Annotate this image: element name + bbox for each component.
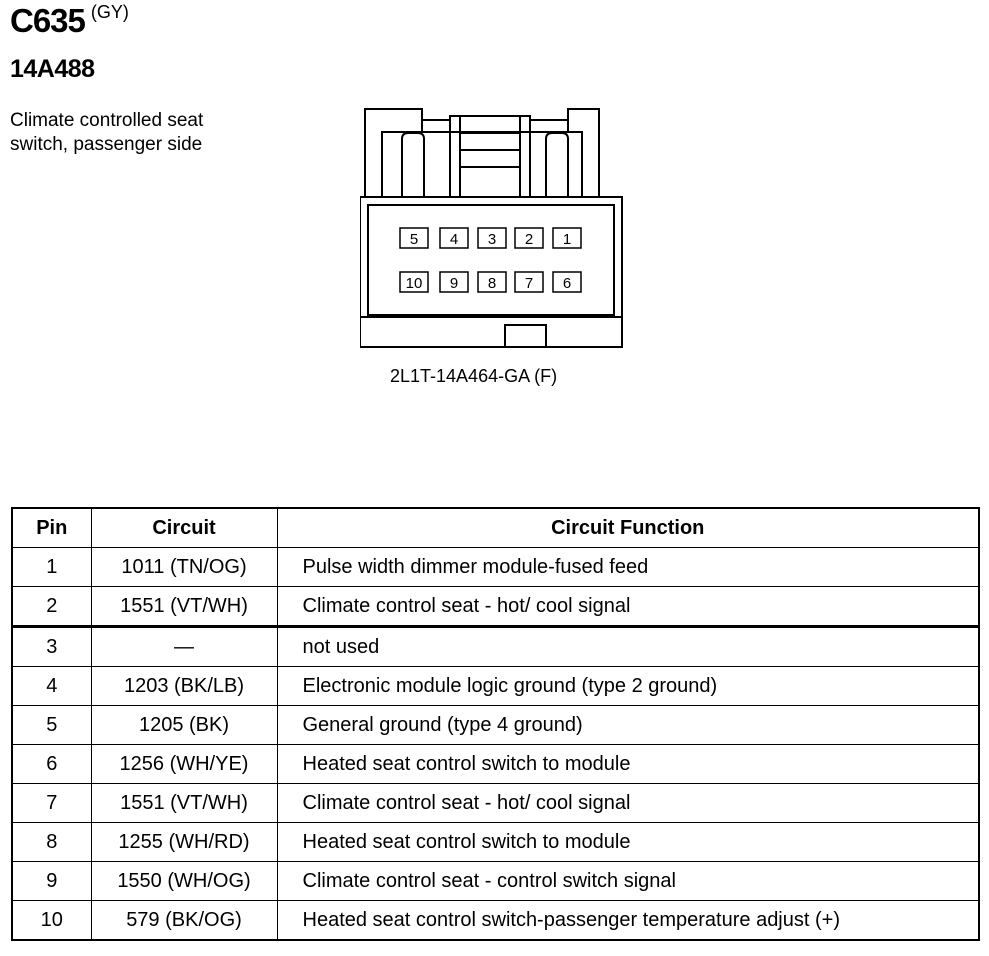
function-cell: not used: [277, 627, 979, 667]
circuit-cell: 1551 (VT/WH): [91, 587, 277, 627]
pin-cell: 1: [12, 548, 91, 587]
connector-id: [10, 2, 129, 40]
keyway: [505, 325, 546, 347]
pin-4-label: 4: [449, 231, 459, 248]
function-cell: Pulse width dimmer module-fused feed: [277, 548, 979, 587]
table-row: [12, 862, 979, 901]
pin-cell: 3: [12, 627, 91, 667]
circuit-cell: 1011 (TN/OG): [91, 548, 277, 587]
description-line-2: switch, passenger side: [10, 134, 203, 155]
table-row: [12, 548, 979, 587]
pin-cell: 5: [12, 706, 91, 745]
connector-part-number: 2L1T-14A464-GA (F): [390, 366, 558, 386]
pinout-table: [11, 507, 980, 941]
function-cell: Climate control seat - control switch signal: [277, 862, 979, 901]
pin-cell: 6: [12, 745, 91, 784]
description-line-1: Climate controlled seat: [10, 110, 204, 131]
function-cell: Heated seat control switch-passenger temperature adjust (+): [277, 901, 979, 941]
pin-1-label: 1: [562, 231, 572, 248]
pin-cell: 7: [12, 784, 91, 823]
pin-cell: 9: [12, 862, 91, 901]
pin-cavity-area: [368, 205, 614, 315]
pin-9-label: 9: [449, 275, 459, 292]
pin-2-label: 2: [524, 231, 534, 248]
table-row: [12, 667, 979, 706]
function-cell: Heated seat control switch to module: [277, 745, 979, 784]
function-cell: Electronic module logic ground (type 2 ground): [277, 667, 979, 706]
color-code: (GY): [90, 2, 129, 22]
function-cell: General ground (type 4 ground): [277, 706, 979, 745]
pin-5-label: 5: [409, 231, 419, 248]
header-circuit: Circuit: [91, 508, 277, 548]
function-cell: Climate control seat - hot/ cool signal: [277, 587, 979, 627]
circuit-cell: 1550 (WH/OG): [91, 862, 277, 901]
table-row: [12, 784, 979, 823]
pin-cell: 8: [12, 823, 91, 862]
table-row: [12, 627, 979, 667]
table-row: [12, 706, 979, 745]
latch-post-left: [402, 133, 424, 197]
connector-face-diagram: [360, 105, 630, 355]
pin-3-label: 3: [487, 231, 497, 248]
table-header-row: [12, 508, 979, 548]
latch-center-body: [450, 116, 530, 197]
header-circuit-function: Circuit Function: [277, 508, 979, 548]
latch-post-right: [546, 133, 568, 197]
table-row: [12, 901, 979, 941]
pin-cell: 2: [12, 587, 91, 627]
circuit-cell: 1205 (BK): [91, 706, 277, 745]
connector-description: [10, 109, 203, 157]
function-cell: Heated seat control switch to module: [277, 823, 979, 862]
pin-7-label: 7: [524, 275, 534, 292]
header-pin: Pin: [12, 508, 91, 548]
pin-10-label: 10: [405, 275, 423, 292]
circuit-cell: 579 (BK/OG): [91, 901, 277, 941]
circuit-cell: 1256 (WH/YE): [91, 745, 277, 784]
circuit-cell: —: [91, 627, 277, 667]
table-row: [12, 587, 979, 627]
circuit-cell: 1255 (WH/RD): [91, 823, 277, 862]
pin-cell: 4: [12, 667, 91, 706]
part-base-number: 14A488: [10, 55, 95, 83]
table-row: [12, 823, 979, 862]
table-row: [12, 745, 979, 784]
pin-6-label: 6: [562, 275, 572, 292]
connector-id-text: C635: [10, 2, 85, 39]
function-cell: Climate control seat - hot/ cool signal: [277, 784, 979, 823]
pin-cell: 10: [12, 901, 91, 941]
circuit-cell: 1551 (VT/WH): [91, 784, 277, 823]
pin-8-label: 8: [487, 275, 497, 292]
latch-outer-outline: [365, 109, 599, 197]
circuit-cell: 1203 (BK/LB): [91, 667, 277, 706]
